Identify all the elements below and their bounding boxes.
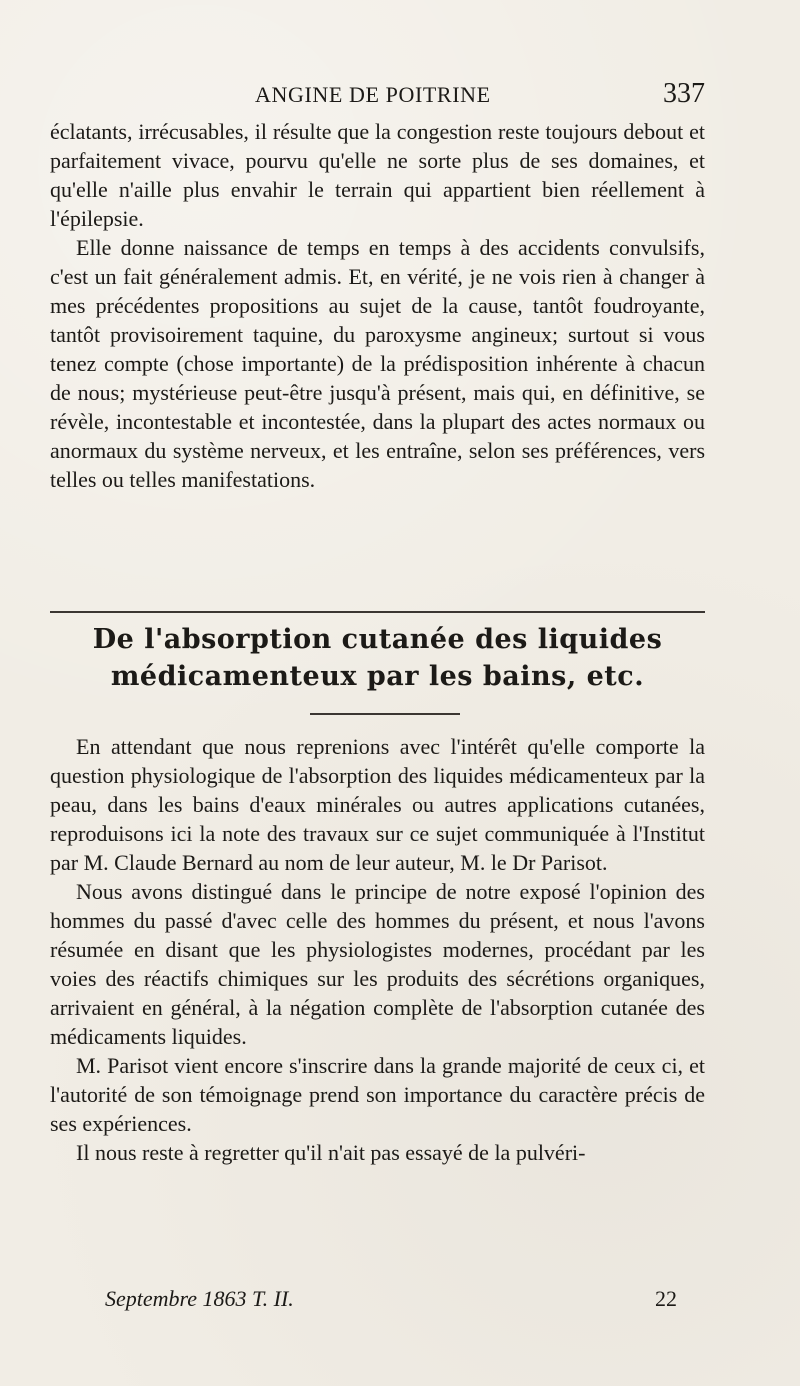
bottom-text-block (50, 732, 705, 1258)
page-footer (50, 1286, 705, 1320)
footer-signature: Septembre 1863 T. II. (105, 1286, 294, 1311)
section-divider-small (310, 713, 460, 715)
section-title: De l'absorption cutanée des liquides médicamenteux par les bains, etc. (92, 624, 663, 692)
paragraph-parisot: M. Parisot vient encore s'inscrire dans la grande majorité de ceux ci, et l'autorité de son témoignage prend son importance du caractère précis de ses expériences. (50, 1053, 705, 1136)
paragraph-opinion: Nous avons distingué dans le principe de notre exposé l'opinion des hommes du passé d'avec celle des hommes du présent, et nous l'avons résumée en disant que les physiologistes modernes, procédant par les voies des réactifs chimiques sur les produits des sécrétions organiques, arrivaient en général, à la négation complète de l'absorption cutanée des médicaments liquides. (50, 879, 705, 1049)
paragraph-regret: Il nous reste à regretter qu'il n'ait pas essayé de la pulvéri- (76, 1140, 586, 1165)
page-number: 337 (663, 78, 705, 109)
footer-signature-number: 22 (655, 1286, 677, 1311)
top-text-block (50, 117, 705, 597)
section-divider-top (50, 611, 705, 613)
paragraph-intro: En attendant que nous reprenions avec l'intérêt qu'elle comporte la question physiologique de l'absorption des liquides médicamenteux par la peau, dans les bains d'eaux minérales ou autres applications cutanées, reproduisons ici la note des travaux sur ce sujet communiquée à l'Institut par M. Claude Bernard au nom de leur auteur, M. le Dr Parisot. (50, 734, 705, 875)
paragraph-continuation: éclatants, irrécusables, il résulte que la congestion reste toujours debout et parfaitement vivace, pourvu qu'elle ne sorte plus de ses domaines, et qu'elle n'aille plus envahir le terrain qui appartient bien réellement à l'épilepsie. (50, 119, 705, 231)
paragraph-epilepsy: Elle donne naissance de temps en temps à des accidents convulsifs, c'est un fait généralement admis. Et, en vérité, je ne vois rien à changer à mes précédentes propositions au sujet de la cause, tantôt foudroyante, tantôt provisoirement taquine, du paroxysme angineux; surtout si vous tenez compte (chose importante) de la prédisposition inhérente à chacun de nous; mystérieuse peut-être jusqu'à présent, mais qui, en définitive, se révèle, incontestable et incontestée, dans la plupart des actes normaux ou anormaux du système nerveux, et les entraîne, selon ses préférences, vers telles ou telles manifestations. (50, 235, 705, 492)
running-title: ANGINE DE POITRINE (255, 82, 491, 107)
running-header (255, 78, 705, 118)
